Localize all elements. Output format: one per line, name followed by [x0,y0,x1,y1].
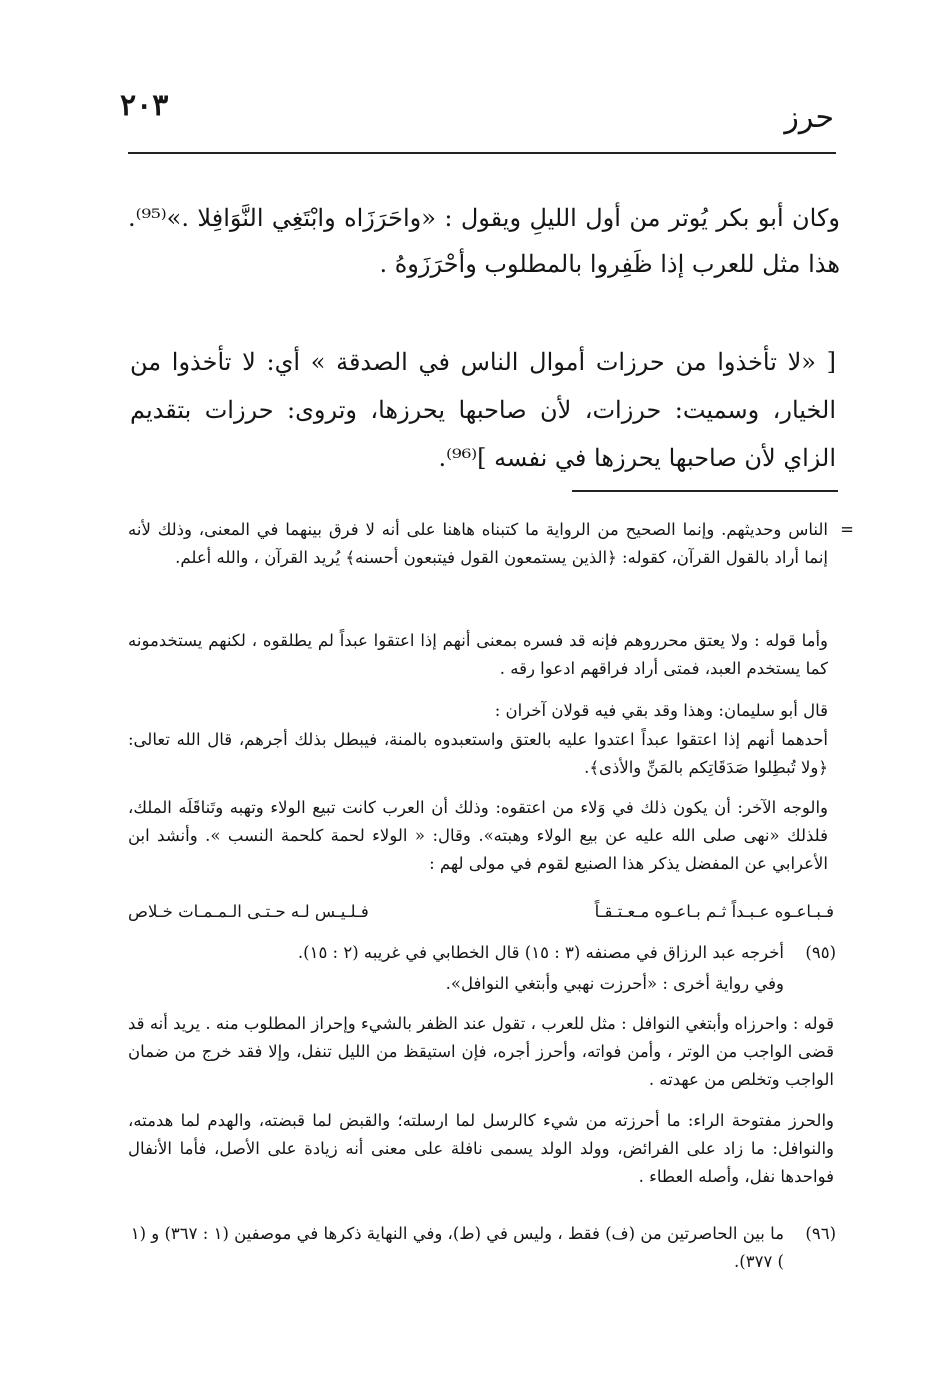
footnote-95-paragraph [128,970,834,998]
footnote-text: الناس وحديثهم. وإنما الصحيح من الرواية ما كتبناه هاهنا على أنه لا فرق بينهما في المعنى، وذلك لأنه إنما أراد بالقول القرآن، كقوله: ﴿الذين يستمعون القول فيتبعون أحسنه﴾ يُريد القرآن ، والله أعلم. [128,520,828,567]
running-head: حرز [784,100,834,135]
footnote-paragraph: والوجه الآخر: أن يكون ذلك في وَلاء من اعتقوه: وذلك أن العرب كانت تبيع الولاء وتهبه وتَناقَلَه الملك، فلذلك «نهى صلى الله عليه عن بيع الولاء وهبته». وقال: « الولاء لحمة كلحمة النسب ». وأنشد ابن الأعرابي عن المفضل يذكر هذا الصنيع لقوم في مولى لهم : [128,798,828,873]
footnote-number: (٩٦) [805,1224,836,1243]
footnote-95 [128,939,834,967]
header-rule [128,152,836,154]
footnote-text: أخرجه عبد الرزاق في مصنفه (٣ : ١٥) قال الخطابي في غريبه (٢ : ١٥). [297,943,784,962]
footnote-95-paragraph: والحرز مفتوحة الراء: ما أحرزته من شيء كالرسل لما ارسلته؛ والقبض لما قبضته، والهدم لما هدمته، والنوافل: ما زاد على الفرائض، وولد الولد يسمى نافلة على معنى أنه زيادة على الأصل، فأما الأنفال فواحدها نفل، وأصله العطاء . [128,1111,834,1186]
verse-hemistich-first: فـبـاعـوه عـبـداً ثـم بـاعـوه مـعـتـقـاً [594,902,834,921]
footnote-continuation [128,516,854,572]
footnote-paragraph: وأما قوله : ولا يعتق محرروهم فإنه قد فسره بمعنى أنهم إذا اعتقوا عبداً لم يطلقوه ، لكنهم يستخدمونه كما يستخدم العبد، فمتى أراد فراقهم ادعوا رقه . [128,631,829,678]
footnote-paragraph: قال أبو سليمان: وهذا وقد بقي فيه قولان آخران : [494,701,828,720]
continuation-marker: = [840,520,854,539]
main-paragraph-2: [ «لا تأخذوا من حرزات أموال الناس في الصدقة » أي: لا تأخذوا من الخيار، وسميت: حرزات، لأن صاحبها يحرزها، وتروى: حرزات بتقديم الزاي لأن صاحبها يحرزها في نفسه ]⁽⁹⁶⁾. [130,348,836,472]
page-number: ٢٠٣ [120,88,169,123]
main-paragraph-1: وكان أبو بكر يُوتر من أول الليلِ ويقول : «واحَرَزَاه وابْتَغِي النَّوَافِلا .»⁽⁹⁵⁾. هذا مثل للعرب إذا ظَفِروا بالمطلوب وأحْرَزَوهُ . [128,204,840,278]
footnote-rule [572,490,838,492]
footnote-96 [128,1220,834,1276]
footnote-text: وفي رواية أخرى : «أحرزت نهبي وأبتغي النوافل». [445,974,784,993]
footnote-paragraph: أحدهما أنهم إذا اعتقوا عبداً اعتدوا عليه بالعتق واستعبدوه بالمنة، فيبطل بذلك أجرهم، قال الله تعالى: ﴿ولا تُبطِلوا صَدَقَاتِكم بالمَنِّ والأذى﴾. [128,730,828,777]
verse-line [128,898,834,926]
footnote-text: ما بين الحاصرتين من (ف) فقط ، وليس في (ط)، وفي النهاية ذكرها في موصفين (١ : ٣٦٧) و (١ ) ٣٧٧). [130,1224,784,1271]
verse-hemistich-second: فـلـيـس لـه حـتـى الـمـمـات خـلاص [128,902,369,921]
footnote-number: (٩٥) [805,943,836,962]
footnote-95-paragraph: قوله : واحرزاه وأبتغي النوافل : مثل للعرب ، تقول عند الظفر بالشيء وإحراز المطلوب منه . يريد أنه قد قضى الواجب من الوتر ، وأمن فواته، وأحرز أجره، فإن استيقظ من الليل تنفل، وإلا فقد خرج من ضمان الواجب وتخلص من عهدته . [128,1014,834,1089]
